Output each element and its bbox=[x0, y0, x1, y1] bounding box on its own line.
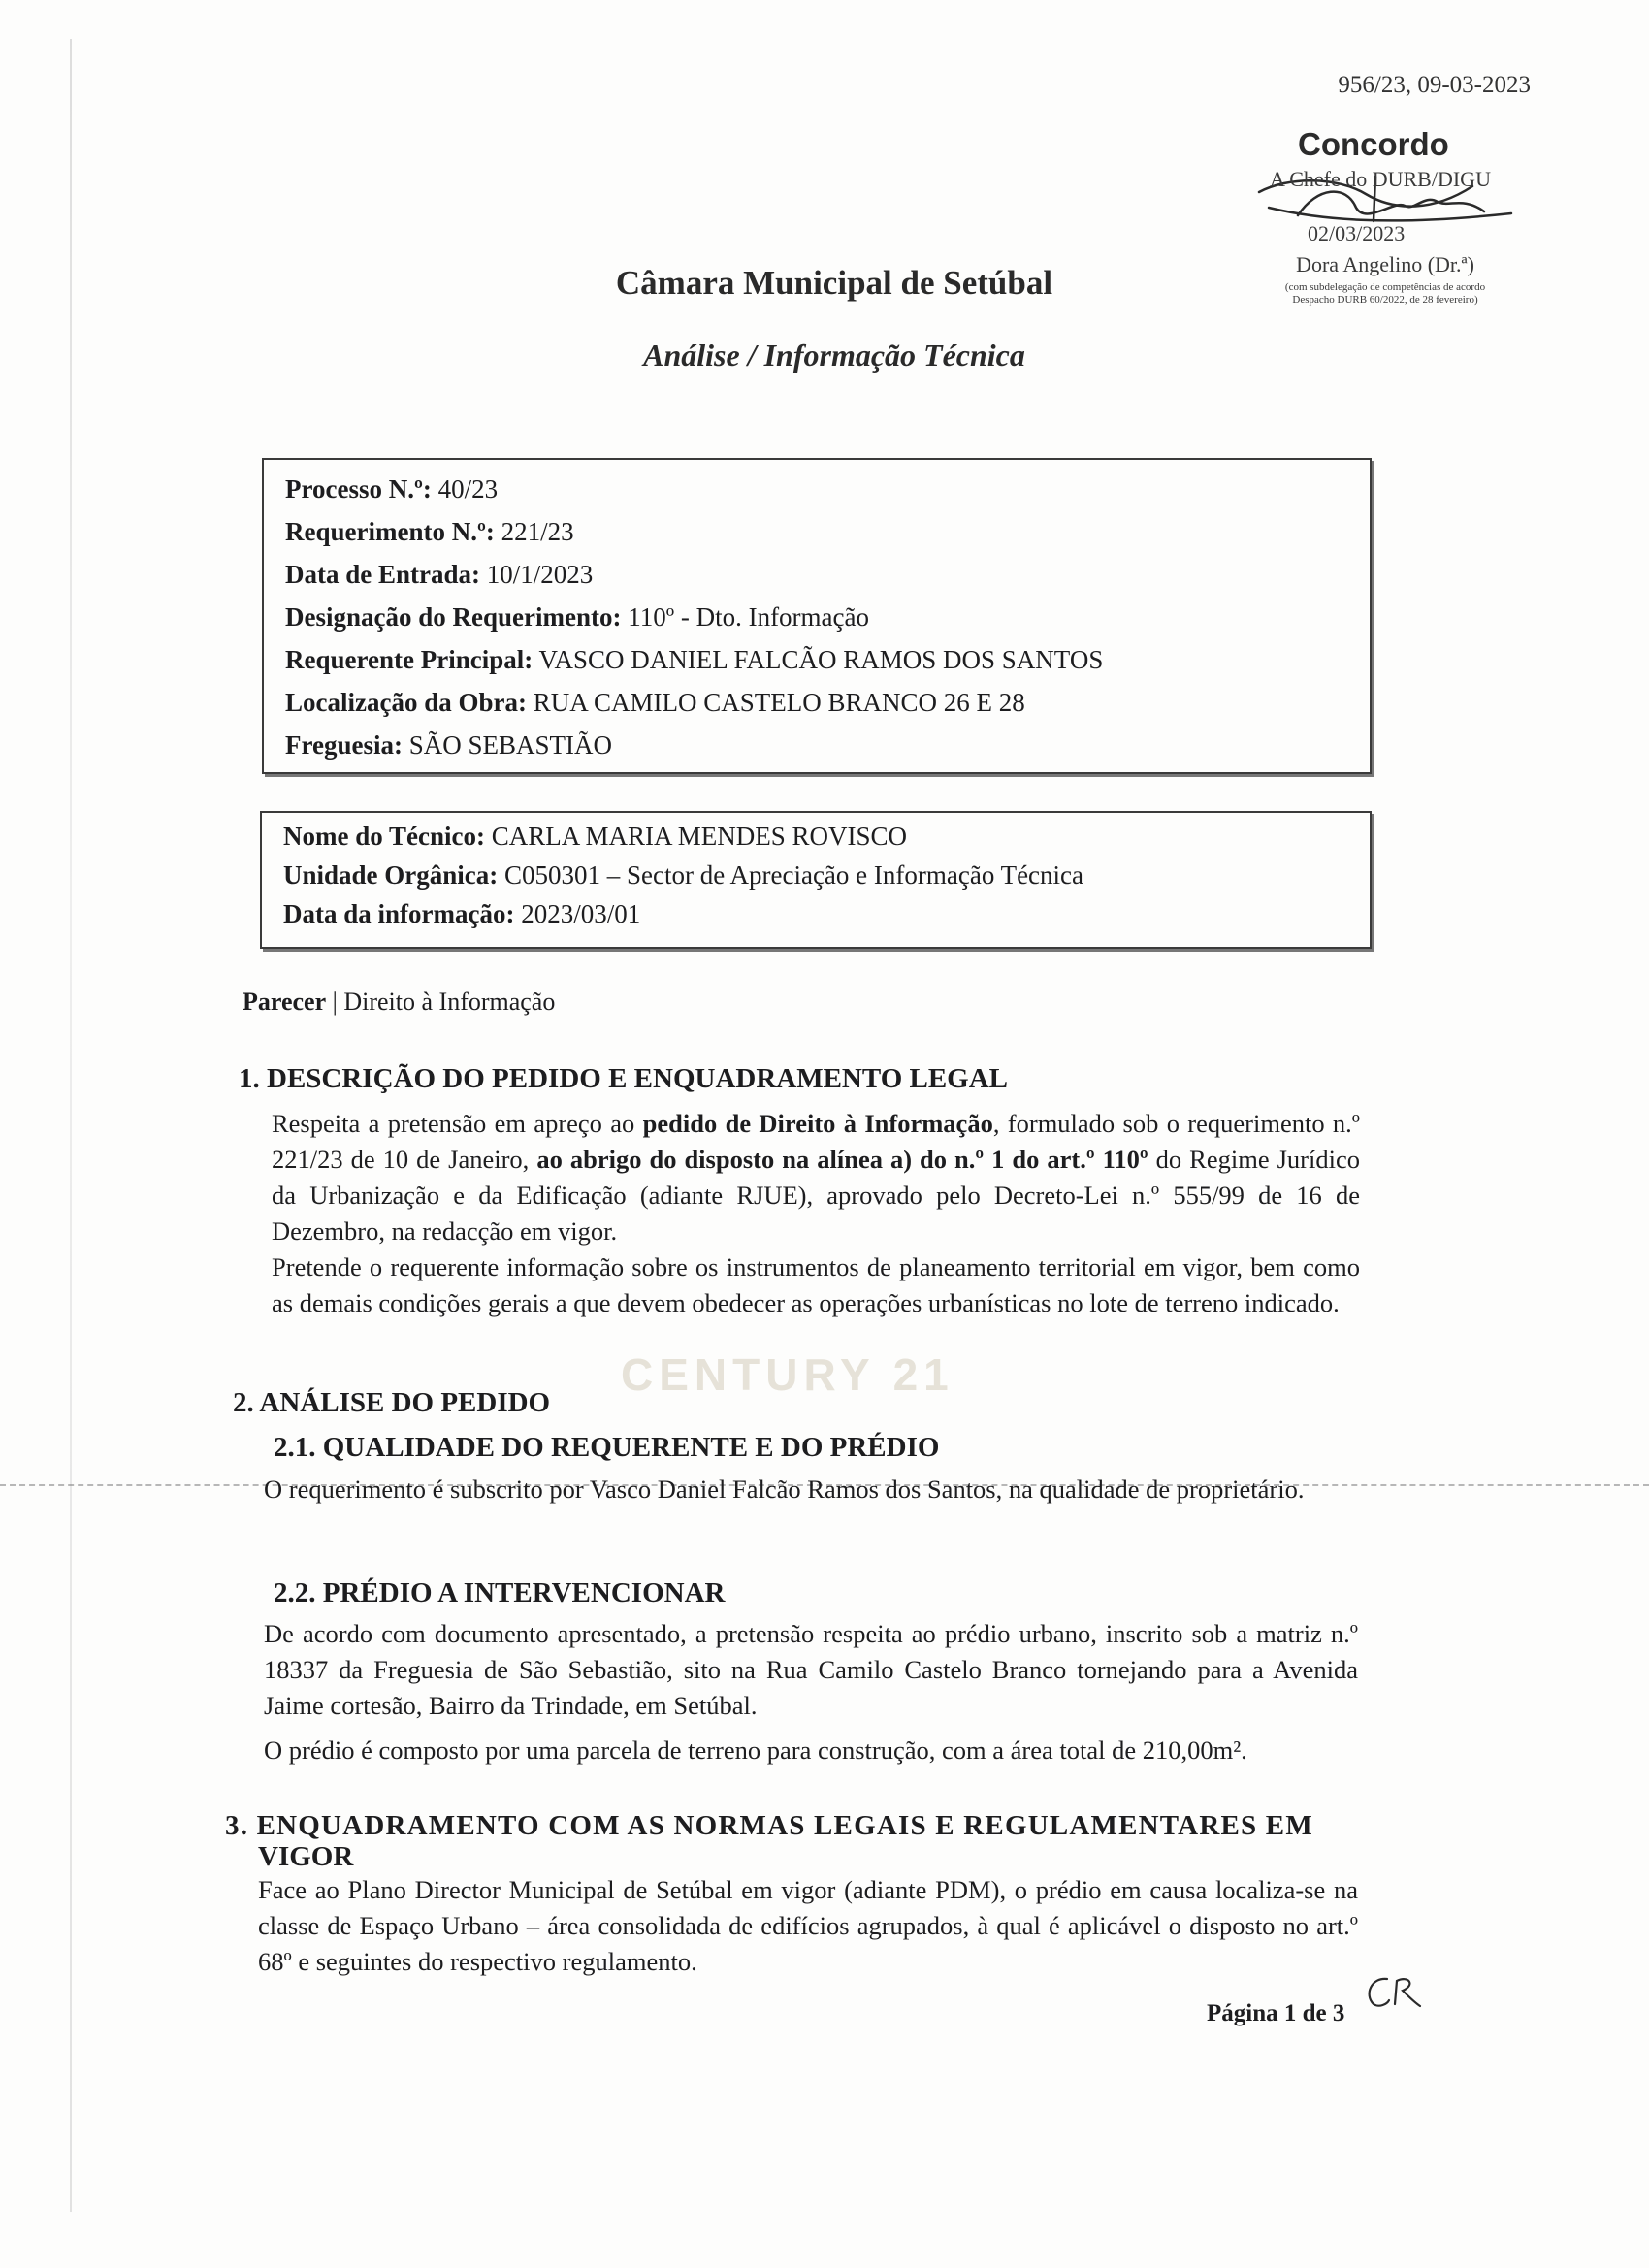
stamp-name: Dora Angelino (Dr.ª) bbox=[1296, 252, 1474, 276]
stamp-note-line-2: Despacho DURB 60/2022, de 28 fevereiro) bbox=[1292, 294, 1478, 306]
text-run: Respeita a pretensão em apreço ao bbox=[272, 1109, 643, 1138]
field-unidade-organica bbox=[283, 856, 1348, 894]
section-3-heading-line-1: 3. ENQUADRAMENTO COM AS NORMAS LEGAIS E REGULAMENTARES EM bbox=[225, 1810, 1313, 1841]
parecer-text: Direito à Informação bbox=[343, 988, 556, 1016]
text-run: do Regime Jurídico da Urbanização e da Edificação (adiante RJUE), aprovado pelo Decreto-Lei n.º 555/99 de 16 de Dezembro, na redacção em vigor. bbox=[272, 1145, 1360, 1246]
field-label: Localização da Obra: bbox=[285, 688, 527, 717]
section-1-paragraph-1 bbox=[272, 1106, 1360, 1249]
field-designacao bbox=[285, 596, 1348, 638]
field-freguesia bbox=[285, 724, 1348, 766]
field-value: 40/23 bbox=[437, 474, 499, 503]
field-value: 221/23 bbox=[501, 517, 574, 546]
field-label: Data de Entrada: bbox=[285, 560, 480, 589]
field-requerente bbox=[285, 638, 1348, 681]
document-subtitle: Análise / Informação Técnica bbox=[643, 338, 1025, 373]
section-3-text: Face ao Plano Director Municipal de Setúbal em vigor (adiante PDM), o prédio em causa localiza-se na classe de Espaço Urbano – área consolidada de edifícios agrupados, à qual é aplicável o disposto no art.º 68º e seguintes do respectivo regulamento. bbox=[258, 1875, 1358, 1976]
field-label: Requerimento N.º: bbox=[285, 517, 495, 546]
field-label: Designação do Requerimento: bbox=[285, 602, 622, 632]
stamp-date: 02/03/2023 bbox=[1308, 221, 1406, 245]
field-value: 110º - Dto. Informação bbox=[628, 602, 870, 632]
field-value: 10/1/2023 bbox=[486, 560, 594, 589]
section-2-heading: 2. ANÁLISE DO PEDIDO bbox=[233, 1387, 551, 1418]
section-2-2-text-2: O prédio é composto por uma parcela de terreno para construção, com a área total de 210,00m². bbox=[264, 1735, 1247, 1765]
field-value: SÃO SEBASTIÃO bbox=[408, 730, 613, 760]
process-info-box bbox=[262, 458, 1372, 774]
field-label: Nome do Técnico: bbox=[283, 822, 485, 851]
field-value: RUA CAMILO CASTELO BRANCO 26 E 28 bbox=[533, 688, 1025, 717]
field-label: Requerente Principal: bbox=[285, 645, 534, 674]
section-1-paragraph-2: Pretende o requerente informação sobre os instrumentos de planeamento territorial em vigor, bem como as demais condições gerais a que devem obedecer as operações urbanísticas no lote de terreno indicado. bbox=[272, 1252, 1360, 1317]
field-value: CARLA MARIA MENDES ROVISCO bbox=[491, 822, 908, 851]
initials-scribble bbox=[1358, 1969, 1426, 2018]
text-run-bold: pedido de Direito à Informação bbox=[642, 1109, 993, 1138]
technician-info-box bbox=[260, 811, 1372, 949]
handwritten-initials bbox=[1358, 1969, 1426, 2023]
field-processo bbox=[285, 468, 1348, 510]
parecer-label: Parecer bbox=[242, 988, 327, 1016]
stamp-title: Concordo bbox=[1298, 126, 1449, 162]
stamp-note-line-1: (com subdelegação de competências de acordo bbox=[1284, 281, 1486, 293]
field-label: Data da informação: bbox=[283, 899, 515, 928]
stamp-role: A Chefe do DURB/DIGU bbox=[1270, 167, 1491, 191]
field-requerimento bbox=[285, 510, 1348, 553]
field-value: VASCO DANIEL FALCÃO RAMOS DOS SANTOS bbox=[538, 645, 1104, 674]
section-3-heading-line-2: VIGOR bbox=[258, 1841, 354, 1872]
field-data-informacao bbox=[283, 894, 1348, 933]
field-label: Unidade Orgânica: bbox=[283, 860, 499, 890]
section-2-1-text: O requerimento é subscrito por Vasco Daniel Falcão Ramos dos Santos, na qualidade de proprietário. bbox=[264, 1474, 1305, 1504]
document-reference: 956/23, 09-03-2023 bbox=[1338, 72, 1531, 98]
watermark: CENTURY 21 bbox=[621, 1349, 954, 1400]
field-localizacao bbox=[285, 681, 1348, 724]
field-value: C050301 – Sector de Apreciação e Informação Técnica bbox=[504, 860, 1084, 890]
section-2-2-text: De acordo com documento apresentado, a pretensão respeita ao prédio urbano, inscrito sob a matriz n.º 18337 da Freguesia de São Sebastião, sito na Rua Camilo Castelo Branco tornejando para a Avenida Jaime cortesão, Bairro da Trindade, em Setúbal. bbox=[264, 1619, 1358, 1720]
field-data-entrada bbox=[285, 553, 1348, 596]
section-1-heading: 1. DESCRIÇÃO DO PEDIDO E ENQUADRAMENTO LEGAL bbox=[239, 1063, 1009, 1094]
document-title: Câmara Municipal de Setúbal bbox=[615, 264, 1053, 302]
page-number: Página 1 de 3 bbox=[1207, 2000, 1345, 2026]
text-run-bold: ao abrigo do disposto na alínea a) do n.º 1 do art.º 110º bbox=[536, 1145, 1148, 1174]
section-2-1-heading: 2.1. QUALIDADE DO REQUERENTE E DO PRÉDIO bbox=[274, 1432, 940, 1463]
text-run: , formulado sob o requerimento n.º 221/23 de 10 de Janeiro, bbox=[272, 1109, 1361, 1174]
parecer-separator: | bbox=[332, 988, 338, 1016]
section-2-2-heading: 2.2. PRÉDIO A INTERVENCIONAR bbox=[274, 1577, 726, 1608]
field-label: Processo N.º: bbox=[285, 474, 432, 503]
parecer-line bbox=[242, 988, 555, 1017]
field-label: Freguesia: bbox=[285, 730, 403, 760]
field-nome-tecnico bbox=[283, 817, 1348, 856]
field-value: 2023/03/01 bbox=[521, 899, 641, 928]
